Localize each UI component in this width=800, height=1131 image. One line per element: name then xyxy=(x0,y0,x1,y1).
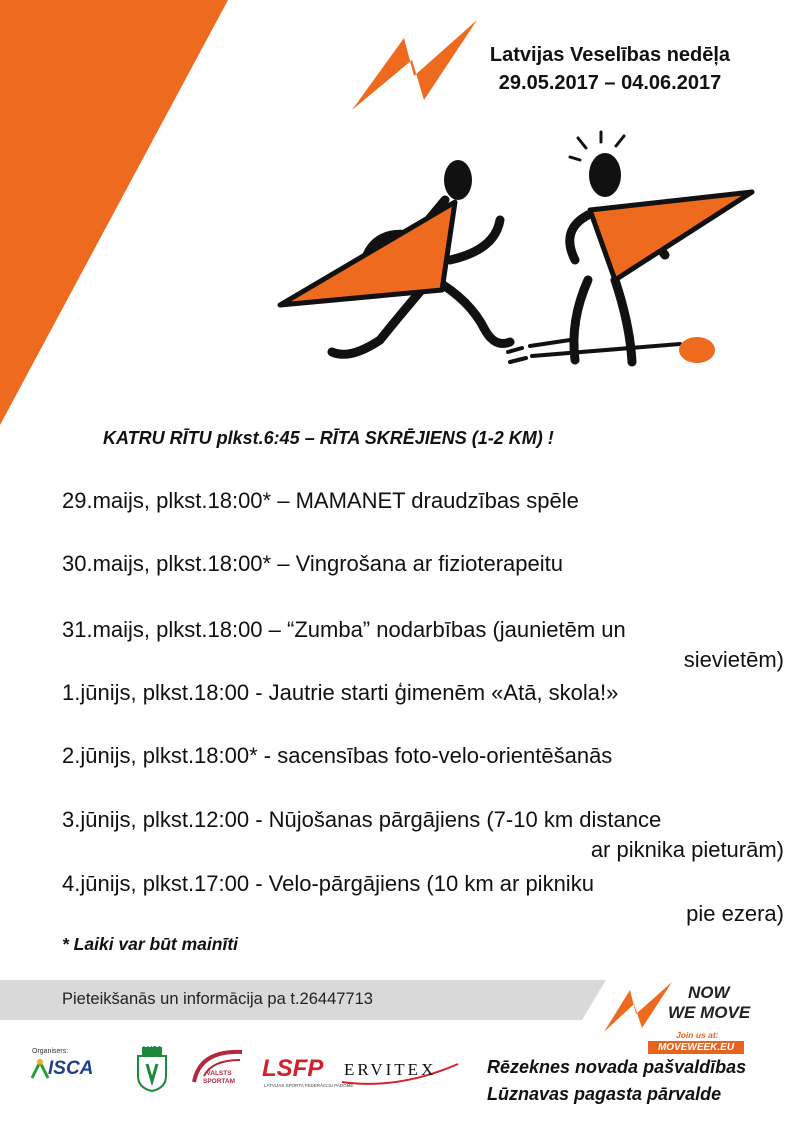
event-title: Latvijas Veselības nedēļa xyxy=(489,44,731,66)
health-week-logo xyxy=(352,20,482,112)
orange-diagonal-stripe xyxy=(0,0,230,430)
organizer-rezekne: Rēzeknes novada pašvaldības xyxy=(487,1057,747,1077)
schedule-item-continuation: sievietēm) xyxy=(683,647,784,672)
schedule-item-text: 29.maijs, plkst.18:00* – MAMANET draudzības spēle xyxy=(62,488,579,513)
schedule-item xyxy=(62,486,784,516)
right-figure-triangle-body xyxy=(590,192,752,280)
valsts-sportam-text: VALSTS SPORTAM xyxy=(202,1070,236,1085)
ervitex-logo-text: ERVITEX xyxy=(344,1060,437,1079)
schedule-item-text: 4.jūnijs, plkst.17:00 - Velo-pārgājiens (10 km ar pikniku xyxy=(62,871,594,896)
registration-info: Pieteikšanās un informācija pa t.26447713 xyxy=(62,990,373,1008)
schedule-item-text: 30.maijs, plkst.18:00* – Vingrošana ar fizioterapeitu xyxy=(62,551,563,576)
isca-logo-text: ISCA xyxy=(48,1058,94,1079)
ball xyxy=(679,337,715,363)
schedule-item xyxy=(62,741,784,771)
schedule-item xyxy=(62,869,784,929)
lusa-logo xyxy=(136,1046,168,1097)
daily-morning-run: KATRU RĪTU plkst.6:45 – RĪTA SKRĒJIENS (1-2 KM) ! xyxy=(103,428,554,448)
schedule-item-text: 2.jūnijs, plkst.18:00* - sacensības foto-velo-orientēšanās xyxy=(62,743,613,768)
schedule-item xyxy=(62,549,784,579)
lusa-logo-text: LUSA xyxy=(143,1046,163,1053)
isca-figure-icon xyxy=(30,1058,50,1080)
schedule-item xyxy=(62,678,784,708)
valsts-sportam-logo xyxy=(190,1046,246,1091)
schedule-item xyxy=(62,615,784,675)
schedule-item-text: 3.jūnijs, plkst.12:00 - Nūjošanas pārgājiens (7-10 km distance xyxy=(62,807,662,832)
left-figure-triangle-body xyxy=(280,202,455,305)
schedule-item-continuation: ar piknika pieturām) xyxy=(590,837,784,862)
organisers-label: Organisers: xyxy=(32,1048,69,1055)
now-we-move-logo-icon xyxy=(604,982,674,1034)
now-we-move-line2: WE MOVE xyxy=(668,1003,751,1022)
join-us-label: Join us at: xyxy=(676,1030,719,1040)
lsfp-subtitle: LATVIJAS SPORTA FEDERĀCIJU PADOME xyxy=(264,1083,354,1088)
organizer-luznava: Lūznavas pagasta pārvalde xyxy=(487,1084,722,1104)
schedule-item-text: 31.maijs, plkst.18:00 – “Zumba” nodarbības (jaunietēm un xyxy=(62,617,626,642)
schedule-item xyxy=(62,805,784,865)
lsfp-logo-text: LSFP xyxy=(262,1055,324,1082)
moveweek-url: MOVEWEEK.EU xyxy=(648,1041,744,1054)
stick-figures-illustration xyxy=(270,130,770,380)
schedule-item-continuation: pie ezera) xyxy=(686,901,784,926)
now-we-move-line1: NOW xyxy=(688,983,730,1002)
event-dates: 29.05.2017 – 04.06.2017 xyxy=(498,72,722,94)
schedule-item-text: 1.jūnijs, plkst.18:00 - Jautrie starti ģimenēm «Atā, skola!» xyxy=(62,680,619,705)
times-may-change-note: * Laiki var būt mainīti xyxy=(62,934,239,954)
